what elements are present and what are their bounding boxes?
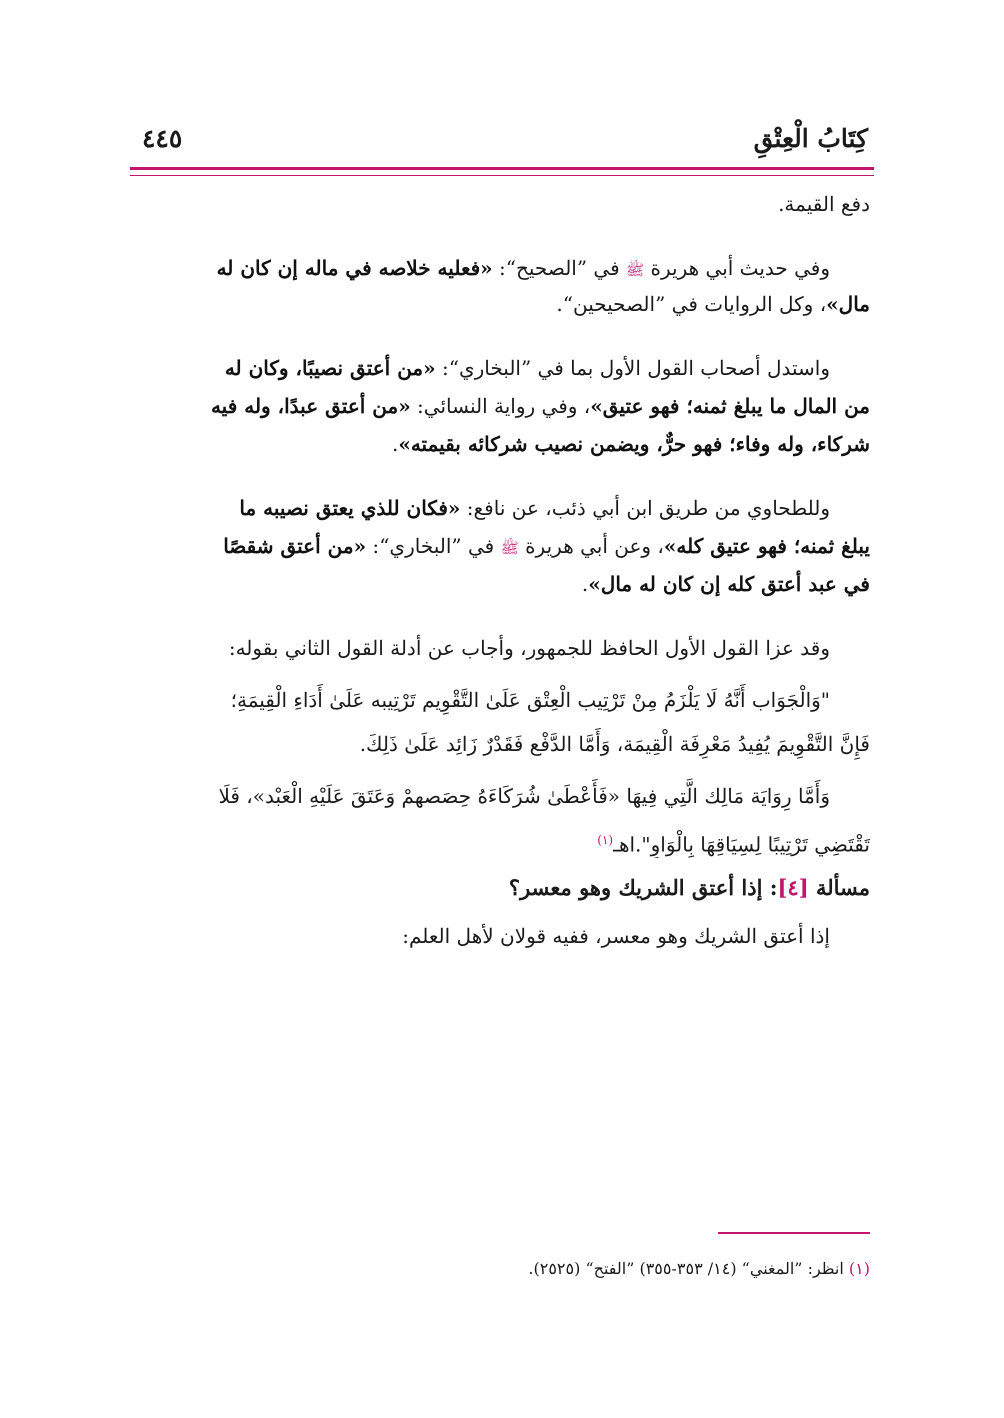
issue-number: [٤] bbox=[777, 875, 809, 900]
honorific-glyph: ﷺ bbox=[500, 539, 519, 557]
footnote-marker: (١) bbox=[597, 833, 614, 847]
text-line bbox=[130, 426, 870, 462]
line-text: إذا أعتق الشريك وهو معسر، ففيه قولان لأهل العلم: bbox=[402, 924, 830, 948]
text-line bbox=[130, 682, 870, 718]
hadith-quote: من المال ما يبلغ ثمنه؛ فهو عتيق» bbox=[590, 394, 870, 418]
hadith-quote: في عبد أعتق كله إن كان له مال» bbox=[588, 572, 870, 596]
line-text: وللطحاوي من طريق ابن أبي ذئب، عن نافع: bbox=[460, 496, 830, 520]
source-name: ”الصحيح“ bbox=[505, 256, 588, 280]
text-line bbox=[130, 630, 870, 666]
footnote bbox=[130, 1255, 870, 1283]
line-text: ، وكل الروايات في bbox=[665, 292, 827, 316]
footnote-number: (١) bbox=[848, 1259, 870, 1278]
line-text: . bbox=[581, 572, 589, 596]
hadith-quote: «من أعتق نصيبًا، وكان له bbox=[224, 356, 436, 380]
page-header bbox=[136, 124, 868, 164]
text-line bbox=[130, 822, 870, 858]
source-name: ”الصحيحين“ bbox=[562, 292, 666, 316]
issue-text: : إذا أعتق الشريك وهو معسر؟ bbox=[508, 875, 778, 900]
source-name: ”البخاري“ bbox=[379, 534, 462, 558]
line-text: : bbox=[435, 356, 449, 380]
text-line bbox=[130, 528, 870, 564]
source-name: ”البخاري“ bbox=[448, 356, 532, 380]
quoted-text: فَإِنَّ التَّقْوِيمَ يُفِيدُ مَعْرِفَة الْقِيمَة، وَأَمَّا الدَّفْع فَقَدْرٌ زَائِد عَلَىٰ ذَلِكَ. bbox=[359, 732, 870, 756]
hadith-quote: «فكان للذي يعتق نصيبه ما bbox=[239, 496, 461, 520]
issue-label: مسألة bbox=[808, 875, 870, 900]
text-line bbox=[130, 286, 870, 322]
text-line bbox=[130, 566, 870, 602]
honorific-glyph: ﷺ bbox=[626, 261, 645, 279]
quoted-text: تَقْتَضِي تَرْتِيبًا لِسِيَاقِهَا بِالْوَاوِ".اهـ bbox=[613, 832, 870, 857]
line-text: في bbox=[461, 534, 501, 558]
line-text: وفي حديث أبي هريرة bbox=[644, 256, 830, 280]
text-line bbox=[130, 388, 870, 424]
hadith-quote: يبلغ ثمنه؛ فهو عتيق كله» bbox=[663, 534, 870, 558]
line-text: : bbox=[492, 256, 506, 280]
hadith-quote: مال» bbox=[826, 292, 870, 316]
issue-heading bbox=[130, 870, 870, 906]
text-line bbox=[130, 778, 870, 814]
line-text: : bbox=[366, 534, 380, 558]
text-line bbox=[130, 490, 870, 526]
line-text: وقد عزا القول الأول الحافظ للجمهور، وأجاب عن أدلة القول الثاني بقوله: bbox=[228, 636, 830, 660]
hadith-quote: «فعليه خلاصه في ماله إن كان له bbox=[216, 256, 493, 280]
text-line bbox=[130, 250, 870, 286]
page-body bbox=[130, 186, 870, 954]
text-line bbox=[130, 350, 870, 386]
header-rule-thin bbox=[130, 175, 874, 176]
hadith-quote: «من أعتق عبدًا، وله فيه bbox=[210, 394, 411, 418]
quoted-text: "وَالْجَوَاب أَنَّهُ لَا يَلْزَمُ مِنْ تَرْتِيب الْعِتْق عَلَىٰ التَّقْوِيم تَرْتِيبه عَلَىٰ أَدَاءِ الْقِيمَةِ؛ bbox=[230, 688, 830, 712]
line-text: . bbox=[391, 432, 399, 456]
page-number: ٤٤٥ bbox=[142, 124, 183, 153]
line-text: في bbox=[587, 256, 627, 280]
line-text: . bbox=[556, 292, 563, 316]
hadith-quote: شركاء، وله وفاء؛ فهو حرٌّ، ويضمن نصيب شركائه بقيمته» bbox=[398, 432, 870, 456]
line-text: واستدل أصحاب القول الأول بما في bbox=[531, 356, 830, 380]
text-line bbox=[130, 186, 870, 222]
line-text: ، وفي رواية النسائي: bbox=[410, 394, 591, 418]
footnote-rule bbox=[718, 1232, 870, 1234]
footnote-text: انظر: ”المغني“ (١٤/ ٣٥٣-٣٥٥) ”الفتح“ (٢٥٢٥). bbox=[528, 1259, 849, 1278]
header-rule-thick bbox=[130, 167, 874, 170]
text-line bbox=[130, 726, 870, 762]
quoted-text: وَأَمَّا رِوَايَة مَالِك الَّتِي فِيهَا «فَأَعْطَىٰ شُرَكَاءَهُ حِصَصهمْ وَعَتَقَ عَلَيْهِ الْعَبْد»، فَلَا bbox=[218, 784, 830, 808]
text-line bbox=[130, 918, 870, 954]
line-text: ، وعن أبي هريرة bbox=[518, 534, 664, 558]
line-text: دفع القيمة. bbox=[778, 192, 870, 216]
book-title: كِتَابُ الْعِتْقِ bbox=[753, 124, 868, 153]
hadith-quote: «من أعتق شقصًا bbox=[223, 534, 367, 558]
